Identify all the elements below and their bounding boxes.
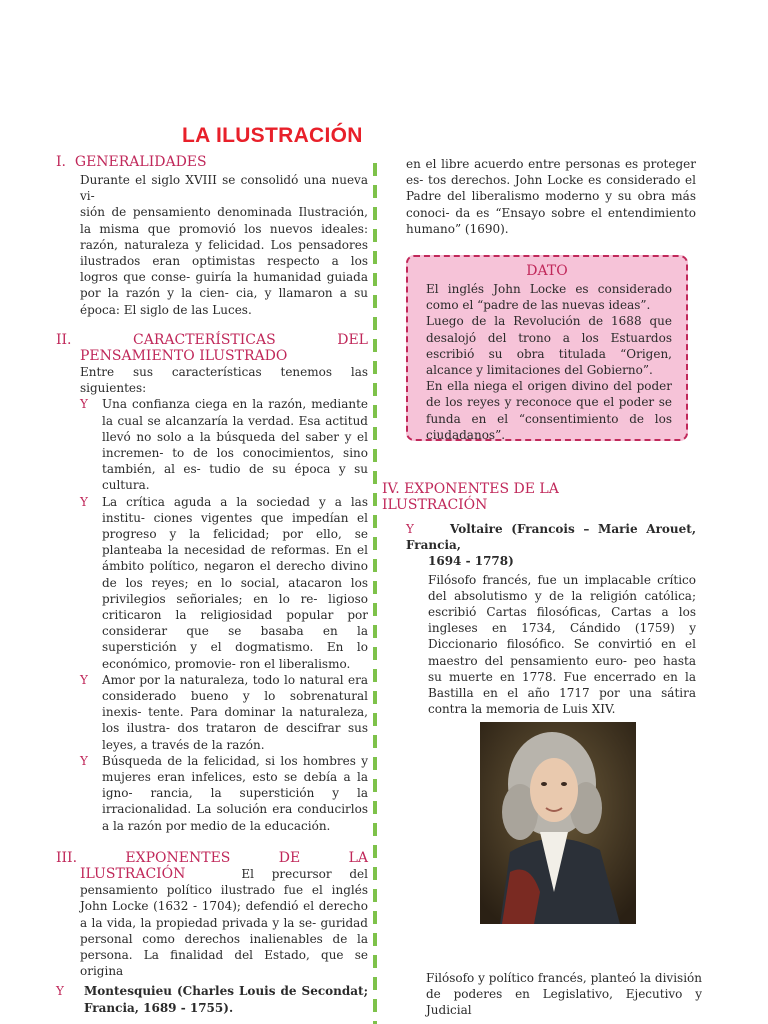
page-title: LA ILUSTRACIÓN bbox=[182, 124, 363, 147]
list-item bbox=[80, 494, 368, 672]
bullet-marker: Y bbox=[80, 672, 88, 687]
voltaire-portrait bbox=[480, 722, 636, 924]
heading-word: LA bbox=[348, 850, 368, 866]
bullet-list bbox=[80, 396, 368, 833]
bullet-marker: Y bbox=[80, 397, 88, 412]
section-heading bbox=[56, 850, 368, 866]
dato-heading: DATO bbox=[526, 263, 568, 279]
section-intro: Entre sus características tenemos las siguientes: bbox=[80, 365, 368, 396]
dato-box bbox=[406, 255, 688, 441]
bullet-marker: Y bbox=[80, 494, 88, 509]
section-heading-line2: PENSAMIENTO ILUSTRADO bbox=[80, 348, 288, 364]
list-item-text: La crítica aguda a la sociedad y a las institu- ciones vigentes que impedían el progreso y la felicidad; por ello, se planteaba la necesidad de reformas. En el ámbito político, negaron el derecho divino de los reyes; en lo social, atacaron los privilegios señoriales; en lo re- ligioso criticaron la religiosidad popular por considerar que se basaba en la superstición y el dogmatismo. En lo económico, promovie- ron el liberalismo. bbox=[102, 494, 368, 671]
section-generalidades bbox=[56, 154, 368, 318]
dato-paragraph: En ella niega el origen divino del poder de los reyes y reconoce que el poder se funda en el “consentimiento de los ciudadanos”. bbox=[426, 379, 672, 442]
list-item bbox=[80, 672, 368, 753]
bullet-marker: Y bbox=[56, 984, 64, 999]
heading-number: II. bbox=[56, 332, 72, 348]
voltaire-name: Voltaire (Francois – Marie Arouet, Francia, bbox=[406, 522, 696, 553]
voltaire-dates: 1694 - 1778) bbox=[428, 554, 514, 569]
section-heading: IV. EXPONENTES DE LA bbox=[382, 481, 559, 497]
section-heading-line2: ILUSTRACIÓN bbox=[382, 497, 488, 513]
section-exponentes-iv bbox=[382, 481, 696, 717]
list-item-text: Amor por la naturaleza, todo lo natural era considerado bueno y lo sobrenatural inexis- tente. Para dominar la naturaleza, los ilustra- dos trataron de descifrar sus leyes, a través de la razón. bbox=[102, 672, 368, 752]
paragraph-line: Durante el siglo XVIII se consolidó una nueva vi- bbox=[80, 173, 368, 204]
heading-word: EXPONENTES bbox=[125, 850, 231, 866]
dato-paragraph: Luego de la Revolución de 1688 que desalojó del trono a los Estuardos escribió su obra titulada “Origen, alcance y limitaciones del Gobierno”. bbox=[426, 314, 672, 378]
dato-text bbox=[426, 281, 672, 443]
heading-word: CARACTERÍSTICAS bbox=[133, 332, 276, 348]
list-item bbox=[80, 396, 368, 493]
bullet-marker: Y bbox=[406, 522, 414, 536]
heading-word: DE bbox=[278, 850, 301, 866]
heading-word: DEL bbox=[337, 332, 368, 348]
heading-number: III. bbox=[56, 850, 78, 866]
section-heading bbox=[56, 332, 368, 348]
heading-line-with-text bbox=[80, 866, 368, 882]
dato-paragraph: El inglés John Locke es considerado como el “padre de las nuevas ideas”. bbox=[426, 282, 672, 313]
section-heading-line2: ILUSTRACIÓN bbox=[80, 866, 186, 882]
voltaire-bio: Filósofo francés, fue un implacable crítico del absolutismo y de la religión católica; escribió Cartas filosóficas, Cartas a los ingleses en 1734, Cándido (1759) y Diccionario filosófico. Se convirtió en el maestro del pensamiento euro- peo hasta su muerte en 1778. Fue encerrado en la Bastilla en el año 1717 por una sátira contra la memoria de Luis XIV. bbox=[428, 572, 696, 717]
paragraph: sión de pensamiento denominada Ilustración, la misma que promovió los nuevos ideales: razón, naturaleza y felicidad. Los pensadores ilustrados eran optimistas respecto a los logros que conse- guiría la humanidad guiada por la razón y la cien- cia, y llamaron a su época: El siglo de las Luces. bbox=[80, 205, 368, 317]
list-item bbox=[382, 521, 696, 553]
list-item bbox=[80, 753, 368, 834]
list-item-text: Búsqueda de la felicidad, si los hombres y mujeres eran infelices, esto se debía a la igno- rancia, la superstición y la irracionalidad. La solución era conducirlos a la razón por medio de la educación. bbox=[102, 753, 368, 833]
bullet-marker: Y bbox=[80, 753, 88, 768]
paragraph: pensamiento político ilustrado fue el inglés John Locke (1632 - 1704); defendió el derecho a la vida, la propiedad privada y la se- guridad personal como derechos inalienables de la persona. La finalidad del Estado, que se origina bbox=[80, 883, 368, 979]
paragraph-lead: El precursor del bbox=[241, 867, 368, 881]
list-item bbox=[56, 983, 368, 1015]
section-text bbox=[80, 172, 368, 318]
column-divider bbox=[373, 163, 377, 1024]
section-heading: I. GENERALIDADES bbox=[56, 154, 207, 170]
list-item-text: Montesquieu (Charles Louis de Secondat; Francia, 1689 - 1755). bbox=[84, 984, 368, 1015]
continuation-paragraph: en el libre acuerdo entre personas es proteger es- tos derechos. John Locke es considerado el Padre del liberalismo moderno y su obra más conoci- da es “Ensayo sobre el entendimiento humano” (1690). bbox=[406, 157, 696, 236]
montesquieu-bio: Filósofo y político francés, planteó la división de poderes en Legislativo, Ejecutivo y Judicial bbox=[426, 971, 702, 1018]
section-caracteristicas bbox=[56, 332, 368, 834]
section-exponentes bbox=[56, 850, 368, 1016]
list-item-text: Una confianza ciega en la razón, mediante la cual se alcanzaría la verdad. Esa actitud llevó no solo a la búsqueda del saber y el incremen- to de los conocimientos, sino también, al es- tudio de su época y su cultura. bbox=[102, 397, 368, 493]
